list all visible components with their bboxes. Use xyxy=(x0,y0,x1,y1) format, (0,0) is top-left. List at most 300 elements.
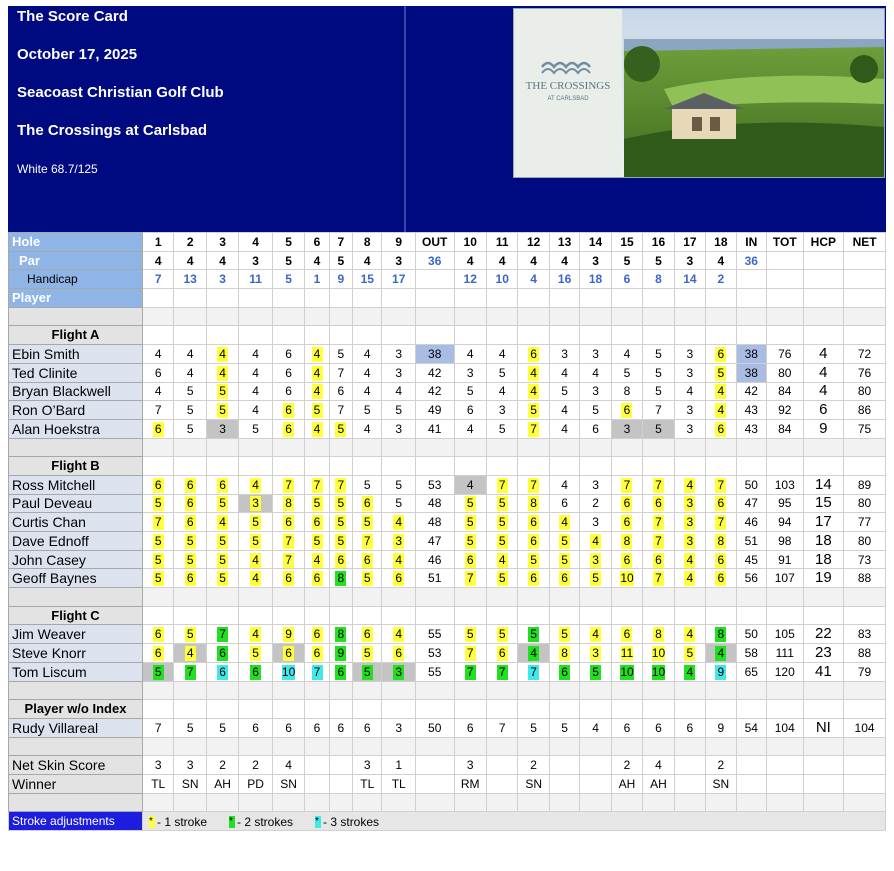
score-value: 4 xyxy=(590,627,601,642)
spacer-row xyxy=(9,681,886,700)
player-score xyxy=(611,363,642,382)
score-value: 5 xyxy=(561,384,568,399)
player-net xyxy=(844,494,886,513)
blank-cell xyxy=(518,606,549,625)
club-name: Seacoast Christian Golf Club xyxy=(17,84,224,101)
score-value: 4 xyxy=(393,515,404,530)
blank-cell xyxy=(674,737,705,756)
player-score xyxy=(382,718,415,737)
blank-cell xyxy=(706,307,736,326)
net-skin-value: 3 xyxy=(454,756,486,775)
blank-cell xyxy=(674,307,705,326)
blank-cell xyxy=(305,457,329,476)
legend-item xyxy=(229,814,293,830)
score-value: 4 xyxy=(466,346,474,361)
score-value: 6 xyxy=(561,496,568,511)
blank-cell xyxy=(706,438,736,457)
score-value: 3 xyxy=(466,365,474,380)
blank-cell xyxy=(329,438,352,457)
player-score xyxy=(706,382,736,401)
blank-cell xyxy=(329,326,352,345)
par-value: 3 xyxy=(239,251,272,270)
player-score xyxy=(272,382,304,401)
score-value: 5 xyxy=(217,534,228,549)
blank-cell xyxy=(415,457,454,476)
player-score xyxy=(736,494,766,513)
player-score xyxy=(454,494,486,513)
blank-cell xyxy=(580,438,611,457)
blank-cell xyxy=(415,681,454,700)
blank-cell xyxy=(454,588,486,607)
hole-handicap xyxy=(767,270,804,289)
score-value: 3 xyxy=(686,365,694,380)
player-score xyxy=(454,401,486,420)
player-score xyxy=(142,625,173,644)
blank-cell xyxy=(415,700,454,719)
player-score xyxy=(329,494,352,513)
blank-cell xyxy=(844,307,886,326)
score-value: 4 xyxy=(684,553,695,568)
net-skin-value xyxy=(549,756,579,775)
player-row xyxy=(9,401,886,420)
player-header-row xyxy=(9,289,886,308)
winner-row xyxy=(9,774,886,793)
player-score xyxy=(611,532,642,551)
player-score xyxy=(239,625,272,644)
blank-cell xyxy=(174,737,206,756)
score-value: 48 xyxy=(428,515,442,530)
blank-cell xyxy=(518,737,549,756)
blank-cell xyxy=(803,289,844,308)
player-score xyxy=(454,550,486,569)
player-score xyxy=(611,569,642,588)
score-value: 7 xyxy=(283,478,294,493)
scorecard-title: The Score Card xyxy=(17,8,128,25)
blank-cell xyxy=(272,457,304,476)
score-value: 4 xyxy=(715,403,726,418)
blank-cell xyxy=(353,793,382,812)
score-value: 5 xyxy=(185,627,196,642)
score-value: 80 xyxy=(857,496,872,511)
score-value: 4 xyxy=(363,421,371,436)
blank-cell xyxy=(643,289,674,308)
hole-number: 2 xyxy=(174,233,206,252)
blank-cell xyxy=(353,700,382,719)
score-value: 5 xyxy=(465,496,476,511)
score-value: 18 xyxy=(814,550,832,568)
player-hcp xyxy=(803,382,844,401)
player-score xyxy=(142,475,173,494)
blank-cell xyxy=(736,737,766,756)
player-score xyxy=(767,532,804,551)
blank-cell xyxy=(706,606,736,625)
blank-cell xyxy=(549,326,579,345)
player-score xyxy=(239,550,272,569)
player-score xyxy=(329,363,352,382)
player-score xyxy=(353,625,382,644)
winner-value xyxy=(580,774,611,793)
blank-cell xyxy=(142,457,173,476)
player-score xyxy=(142,494,173,513)
player-score xyxy=(486,419,517,438)
score-value: 88 xyxy=(857,645,872,660)
net-skin-value: 2 xyxy=(206,756,238,775)
net-skin-value xyxy=(329,756,352,775)
player-score xyxy=(580,363,611,382)
player-score xyxy=(736,569,766,588)
player-score xyxy=(549,550,579,569)
blank-label xyxy=(9,307,143,326)
player-score xyxy=(767,569,804,588)
blank-cell xyxy=(206,438,238,457)
blank-cell xyxy=(803,606,844,625)
blank-cell xyxy=(767,438,804,457)
player-score xyxy=(580,718,611,737)
player-net xyxy=(844,718,886,737)
score-value: 6 xyxy=(466,403,474,418)
score-value: 8 xyxy=(715,627,726,642)
score-value: 54 xyxy=(744,720,758,735)
score-value: 19 xyxy=(814,569,832,587)
blank-cell xyxy=(305,307,329,326)
score-value: 50 xyxy=(744,477,758,492)
blank-cell xyxy=(329,681,352,700)
player-score xyxy=(549,494,579,513)
blank-cell xyxy=(206,606,238,625)
player-score xyxy=(305,625,329,644)
player-score xyxy=(580,419,611,438)
score-value: 6 xyxy=(497,646,508,661)
player-score xyxy=(767,419,804,438)
score-value: 5 xyxy=(559,553,570,568)
blank-cell xyxy=(272,588,304,607)
player-score xyxy=(382,419,415,438)
blank-cell xyxy=(174,606,206,625)
player-score xyxy=(142,382,173,401)
player-hcp xyxy=(803,718,844,737)
score-value: 5 xyxy=(561,720,568,735)
player-score xyxy=(415,625,454,644)
blank-cell xyxy=(611,326,642,345)
score-value: 7 xyxy=(715,478,726,493)
blank-cell xyxy=(706,289,736,308)
par-value: 4 xyxy=(353,251,382,270)
player-score xyxy=(382,401,415,420)
par-value: 4 xyxy=(454,251,486,270)
net-skin-value xyxy=(486,756,517,775)
player-hcp xyxy=(803,569,844,588)
blank-cell xyxy=(736,326,766,345)
score-value: 6 xyxy=(528,347,539,362)
blank-cell xyxy=(174,438,206,457)
blank-cell xyxy=(142,700,173,719)
score-value: 5 xyxy=(335,422,346,437)
winner-value: AH xyxy=(206,774,238,793)
hole-number: 14 xyxy=(580,233,611,252)
player-score xyxy=(454,382,486,401)
blank-cell xyxy=(329,307,352,326)
blank-cell xyxy=(454,307,486,326)
player-score xyxy=(174,550,206,569)
player-name: Dave Ednoff xyxy=(9,532,143,551)
spacer-row xyxy=(9,793,886,812)
player-score xyxy=(415,644,454,663)
winner-value xyxy=(329,774,352,793)
player-score xyxy=(706,718,736,737)
score-value: 4 xyxy=(363,346,371,361)
blank-cell xyxy=(803,457,844,476)
blank-cell xyxy=(736,793,766,812)
score-value: 5 xyxy=(186,720,194,735)
score-value: 8 xyxy=(559,646,570,661)
blank-cell xyxy=(844,700,886,719)
player-score xyxy=(206,363,238,382)
blank-cell xyxy=(518,289,549,308)
flight-label: Flight B xyxy=(9,457,143,476)
hole-handicap: 8 xyxy=(643,270,674,289)
player-hcp xyxy=(803,475,844,494)
blank-cell xyxy=(706,737,736,756)
flight-row xyxy=(9,457,886,476)
player-score xyxy=(353,644,382,663)
player-score xyxy=(206,644,238,663)
player-score xyxy=(580,662,611,681)
score-value: 58 xyxy=(744,645,758,660)
player-score xyxy=(174,345,206,364)
blank-cell xyxy=(518,700,549,719)
player-score xyxy=(353,532,382,551)
hole-number: 4 xyxy=(239,233,272,252)
blank-cell xyxy=(329,793,352,812)
player-score xyxy=(239,382,272,401)
blank-cell xyxy=(239,793,272,812)
score-value: 7 xyxy=(312,478,323,493)
player-score xyxy=(611,662,642,681)
player-score xyxy=(305,494,329,513)
score-value: 38 xyxy=(428,346,442,361)
player-score xyxy=(518,625,549,644)
player-hcp xyxy=(803,662,844,681)
score-value: 5 xyxy=(363,403,371,418)
net-skin-value xyxy=(305,756,329,775)
hole-number: IN xyxy=(736,233,766,252)
score-value: 4 xyxy=(623,346,631,361)
blank-cell xyxy=(415,737,454,756)
score-value: 5 xyxy=(335,534,346,549)
player-score xyxy=(643,625,674,644)
score-value: 6 xyxy=(653,553,664,568)
blank-cell xyxy=(580,700,611,719)
legend-swatch: * xyxy=(315,816,321,828)
player-row xyxy=(9,625,886,644)
player-hcp xyxy=(803,625,844,644)
blank-cell xyxy=(454,681,486,700)
score-value: 3 xyxy=(684,515,695,530)
score-value: 5 xyxy=(395,403,403,418)
blank-cell xyxy=(329,588,352,607)
player-score xyxy=(272,475,304,494)
player-score xyxy=(142,401,173,420)
player-score xyxy=(674,513,705,532)
player-score xyxy=(674,419,705,438)
blank-cell xyxy=(767,307,804,326)
score-value: 4 xyxy=(528,646,539,661)
blank-cell xyxy=(736,606,766,625)
score-value: 3 xyxy=(219,421,226,436)
player-score xyxy=(643,494,674,513)
player-row xyxy=(9,513,886,532)
player-score xyxy=(580,475,611,494)
score-value: 3 xyxy=(561,346,568,361)
score-value: 7 xyxy=(715,515,726,530)
blank-cell xyxy=(382,737,415,756)
player-score xyxy=(643,644,674,663)
score-value: 4 xyxy=(561,421,568,436)
score-value: 104 xyxy=(854,720,875,735)
score-value: 6 xyxy=(285,365,292,380)
net-skin-value: 3 xyxy=(174,756,206,775)
blank-cell xyxy=(415,438,454,457)
score-value: 6 xyxy=(715,496,726,511)
player-score xyxy=(382,625,415,644)
player-score xyxy=(305,513,329,532)
legend-swatch: * xyxy=(149,816,155,828)
blank-cell xyxy=(353,606,382,625)
score-value: 3 xyxy=(684,496,695,511)
score-value: 76 xyxy=(778,346,792,361)
player-score xyxy=(454,363,486,382)
player-score xyxy=(736,718,766,737)
blank-cell xyxy=(174,681,206,700)
net-skin-value xyxy=(415,756,454,775)
player-score xyxy=(329,532,352,551)
blank-cell xyxy=(643,307,674,326)
player-score xyxy=(736,363,766,382)
score-value: 9 xyxy=(715,665,726,680)
score-value: 4 xyxy=(819,363,828,381)
net-skin-value: 2 xyxy=(611,756,642,775)
player-row xyxy=(9,345,886,364)
blank-cell xyxy=(611,438,642,457)
player-score xyxy=(674,382,705,401)
score-value: 4 xyxy=(715,384,726,399)
legend xyxy=(142,812,885,831)
player-score xyxy=(611,550,642,569)
blank-cell xyxy=(239,289,272,308)
player-score xyxy=(580,401,611,420)
score-value: 7 xyxy=(185,665,196,680)
score-value: 5 xyxy=(590,571,601,586)
winner-value: RM xyxy=(454,774,486,793)
blank-cell xyxy=(415,606,454,625)
blank-cell xyxy=(674,289,705,308)
player-score xyxy=(353,419,382,438)
flight-row xyxy=(9,326,886,345)
score-value: 5 xyxy=(362,571,373,586)
blank-cell xyxy=(174,289,206,308)
score-value: 5 xyxy=(528,403,539,418)
score-value: 41 xyxy=(428,421,442,436)
score-value: 6 xyxy=(528,515,539,530)
hole-handicap: 13 xyxy=(174,270,206,289)
player-score xyxy=(611,401,642,420)
player-score xyxy=(767,363,804,382)
player-score xyxy=(329,345,352,364)
player-net xyxy=(844,550,886,569)
score-value: 4 xyxy=(252,346,259,361)
score-value: 3 xyxy=(623,421,631,436)
score-value: 5 xyxy=(498,421,506,436)
player-score xyxy=(239,532,272,551)
player-name: Ebin Smith xyxy=(9,345,143,364)
blank-cell xyxy=(803,681,844,700)
blank-cell xyxy=(549,438,579,457)
net-skin-value xyxy=(736,756,766,775)
player-score xyxy=(549,363,579,382)
score-value: 5 xyxy=(684,646,695,661)
player-score xyxy=(454,625,486,644)
score-value: 7 xyxy=(283,553,294,568)
player-score xyxy=(611,345,642,364)
score-value: 51 xyxy=(428,571,442,586)
score-value: 5 xyxy=(655,346,662,361)
blank-cell xyxy=(486,793,517,812)
hole-number: NET xyxy=(844,233,886,252)
player-hcp xyxy=(803,550,844,569)
score-value: 5 xyxy=(530,720,537,735)
player-score xyxy=(353,718,382,737)
blank-cell xyxy=(272,326,304,345)
player-score xyxy=(142,550,173,569)
player-score xyxy=(454,532,486,551)
par-value: 5 xyxy=(611,251,642,270)
score-value: 7 xyxy=(528,478,539,493)
blank-cell xyxy=(239,457,272,476)
blank-cell xyxy=(803,307,844,326)
blank-cell xyxy=(549,606,579,625)
player-score xyxy=(415,718,454,737)
player-score xyxy=(174,625,206,644)
player-score xyxy=(518,401,549,420)
score-value: 4 xyxy=(250,627,261,642)
blank-cell xyxy=(803,438,844,457)
player-score xyxy=(767,475,804,494)
player-name: Geoff Baynes xyxy=(9,569,143,588)
score-value: 6 xyxy=(653,496,664,511)
player-score xyxy=(549,345,579,364)
player-score xyxy=(174,532,206,551)
score-value: 80 xyxy=(857,533,872,548)
blank-cell xyxy=(382,700,415,719)
player-hcp xyxy=(803,513,844,532)
blank-cell xyxy=(382,326,415,345)
score-value: 4 xyxy=(561,477,568,492)
score-value: 3 xyxy=(686,346,694,361)
par-value: 4 xyxy=(518,251,549,270)
score-value: 6 xyxy=(283,515,294,530)
blank-cell xyxy=(643,681,674,700)
player-score xyxy=(706,475,736,494)
player-score xyxy=(643,401,674,420)
player-score xyxy=(415,513,454,532)
blank-cell xyxy=(174,457,206,476)
player-score xyxy=(353,345,382,364)
player-score xyxy=(674,644,705,663)
player-score xyxy=(643,513,674,532)
player-score xyxy=(643,569,674,588)
player-score xyxy=(643,345,674,364)
par-row xyxy=(9,251,886,270)
